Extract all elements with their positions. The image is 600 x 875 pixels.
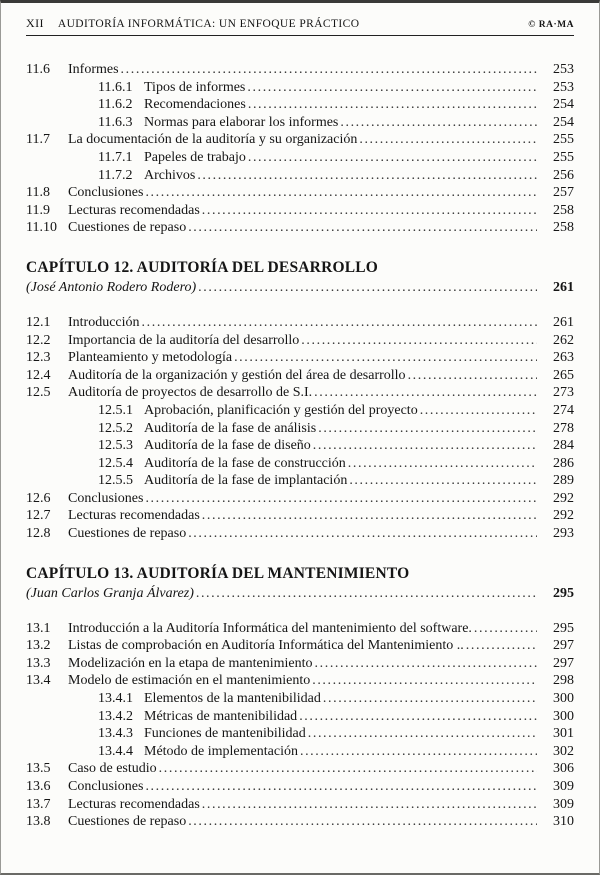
running-header <box>26 16 574 31</box>
toc-entry <box>26 167 574 185</box>
table-of-contents <box>26 61 574 831</box>
toc-entry-page: 295 <box>553 620 574 636</box>
toc-entry <box>26 507 574 525</box>
toc-entry-page: 297 <box>553 655 574 671</box>
toc-entry-title: Conclusiones <box>68 185 144 201</box>
dot-leader <box>159 760 537 778</box>
toc-entry-page: 292 <box>553 508 574 524</box>
toc-entry-number: 12.7 <box>26 508 51 524</box>
toc-entry <box>26 455 574 473</box>
chapter-block <box>26 257 574 297</box>
toc-entry-number: 13.1 <box>26 620 51 636</box>
toc-entry-page: 293 <box>553 526 574 542</box>
toc-entry-number: 11.7.1 <box>98 149 133 165</box>
toc-entry-page: 300 <box>553 691 574 707</box>
dot-leader <box>318 420 537 438</box>
toc-entry-page: 255 <box>553 132 574 148</box>
toc-entry-number: 11.7 <box>26 132 50 148</box>
chapter-author-row <box>26 584 574 603</box>
toc-entry-number: 12.4 <box>26 367 51 383</box>
toc-entry <box>26 219 574 237</box>
toc-entry <box>26 96 574 114</box>
toc-entry-title: Auditoría de la fase de diseño <box>144 438 311 454</box>
toc-entry-page: 253 <box>553 62 574 77</box>
toc-entry-title: Cuestiones de repaso <box>68 220 187 236</box>
toc-entry-number: 13.6 <box>26 779 51 794</box>
toc-entry-number: 13.4 <box>26 673 51 689</box>
toc-entry-number: 13.5 <box>26 761 51 777</box>
dot-leader <box>142 314 537 332</box>
toc-entry-page: 263 <box>553 350 574 366</box>
toc-entry-page: 265 <box>553 367 574 383</box>
toc-entry <box>26 61 574 79</box>
toc-entry <box>26 184 574 202</box>
dot-leader <box>198 278 537 297</box>
toc-entry <box>26 420 574 438</box>
toc-entry-page: 274 <box>553 402 574 418</box>
toc-entry-title: Modelización en la etapa de mantenimiento <box>68 655 313 671</box>
dot-leader <box>466 637 537 655</box>
toc-entry-number: 12.5.4 <box>98 455 133 471</box>
dot-leader <box>348 455 537 473</box>
toc-entry-title: Cuestiones de repaso <box>68 526 187 542</box>
toc-entry-page: 298 <box>553 673 574 689</box>
toc-entry <box>26 778 574 796</box>
dot-leader <box>197 167 537 185</box>
toc-entry <box>26 725 574 743</box>
dot-leader <box>121 61 537 79</box>
toc-entry-page: 292 <box>553 490 574 506</box>
toc-entry-title: Auditoría de la fase de implantación <box>144 473 348 489</box>
toc-entry <box>26 149 574 167</box>
toc-entry-title: Elementos de la mantenibilidad <box>144 691 321 707</box>
toc-entry <box>26 813 574 831</box>
toc-entry <box>26 796 574 814</box>
dot-leader <box>312 672 537 690</box>
header-rule <box>26 35 574 36</box>
dot-leader <box>188 525 537 543</box>
toc-entry-page: 301 <box>553 726 574 742</box>
toc-entry-number: 11.7.2 <box>98 167 133 183</box>
dot-leader <box>202 202 537 220</box>
toc-entry-page: 310 <box>553 814 574 830</box>
toc-entry <box>26 708 574 726</box>
dot-leader <box>188 813 537 831</box>
toc-entry-number: 13.4.2 <box>98 708 133 724</box>
chapter-heading: CAPÍTULO 13. AUDITORÍA DEL MANTENIMIENTO <box>26 564 410 582</box>
toc-entry-number: 12.6 <box>26 490 51 506</box>
toc-entry-page: 306 <box>553 761 574 777</box>
toc-entry-number: 13.4.1 <box>98 691 133 707</box>
toc-entry-page: 253 <box>553 79 574 95</box>
dot-leader <box>188 219 537 237</box>
toc-entry-number: 12.5.5 <box>98 473 133 489</box>
chapter-author: (José Antonio Rodero Rodero) <box>26 279 197 295</box>
toc-entry-page: 258 <box>553 220 574 236</box>
toc-entry-page: 309 <box>553 796 574 812</box>
toc-entry-title: Listas de comprobación en Auditoría Informática del Mantenimiento .. <box>68 638 464 654</box>
chapter-heading: CAPÍTULO 12. AUDITORÍA DEL DESARROLLO <box>26 258 379 276</box>
toc-entry-number: 11.6.3 <box>98 114 133 130</box>
toc-entry-number: 13.2 <box>26 638 51 654</box>
toc-entry <box>26 760 574 778</box>
chapter-author-row <box>26 278 574 297</box>
chapter-author: (Juan Carlos Granja Álvarez) <box>26 585 194 601</box>
toc-entry-page: 278 <box>553 420 574 436</box>
toc-entry-page: 289 <box>553 473 574 489</box>
toc-entry-title: Importancia de la auditoría del desarrollo <box>68 332 300 348</box>
toc-entry <box>26 490 574 508</box>
toc-entry <box>26 384 574 402</box>
toc-entry <box>26 114 574 132</box>
toc-entry-page: 254 <box>553 97 574 113</box>
toc-entry-title: Introducción <box>68 314 140 330</box>
chapter-block <box>26 563 574 603</box>
toc-entry-page: 297 <box>553 638 574 654</box>
dot-leader <box>248 96 537 114</box>
toc-entry-title: Introducción a la Auditoría Informática del mantenimiento del software. <box>68 620 472 636</box>
toc-entry-title: Normas para elaborar los informes <box>144 114 339 130</box>
toc-entry <box>26 620 574 638</box>
toc-entry-title: Lecturas recomendadas <box>68 796 200 812</box>
toc-entry-title: La documentación de la auditoría y su organización <box>68 132 358 148</box>
toc-entry-page: 273 <box>553 385 574 401</box>
toc-entry <box>26 472 574 490</box>
toc-entry-page: 254 <box>553 114 574 130</box>
toc-entry <box>26 743 574 761</box>
toc-entry-number: 11.6 <box>26 62 50 77</box>
toc-entry-number: 12.5.3 <box>98 438 133 454</box>
toc-entry-title: Planteamiento y metodología <box>68 350 233 366</box>
dot-leader <box>234 349 537 367</box>
toc-entry-title: Lecturas recomendadas <box>68 202 200 218</box>
toc-entry-title: Caso de estudio <box>68 761 157 777</box>
toc-entry-page: 286 <box>553 455 574 471</box>
toc-entry-title: Papeles de trabajo <box>144 149 246 165</box>
toc-entry-number: 12.5.2 <box>98 420 133 436</box>
toc-entry-number: 11.9 <box>26 202 50 218</box>
toc-entry-title: Funciones de mantenibilidad <box>144 726 306 742</box>
toc-entry-number: 12.5 <box>26 385 51 401</box>
dot-leader <box>248 149 537 167</box>
toc-entry-title: Auditoría de la fase de análisis <box>144 420 317 436</box>
toc-entry-number: 13.4.4 <box>98 743 133 759</box>
toc-entry-number: 12.5.1 <box>98 402 133 418</box>
dot-leader <box>247 79 537 97</box>
toc-entry-number: 11.6.1 <box>98 79 133 95</box>
toc-entry <box>26 367 574 385</box>
toc-entry <box>26 437 574 455</box>
toc-entry-title: Auditoría de la fase de construcción <box>144 455 346 471</box>
toc-entry-title: Método de implementación <box>144 743 298 759</box>
toc-entry <box>26 525 574 543</box>
dot-leader <box>145 490 537 508</box>
toc-entry <box>26 349 574 367</box>
toc-entry-number: 13.7 <box>26 796 51 812</box>
toc-entry <box>26 672 574 690</box>
toc-entry <box>26 131 574 149</box>
chapter-page: 261 <box>553 279 574 295</box>
toc-entry <box>26 402 574 420</box>
dot-leader <box>420 402 537 420</box>
toc-entry-title: Tipos de informes <box>144 79 246 95</box>
toc-entry-number: 11.8 <box>26 185 50 201</box>
toc-entry-number: 13.8 <box>26 814 51 830</box>
dot-leader <box>314 384 537 402</box>
toc-entry-title: Informes <box>68 62 119 77</box>
toc-entry-number: 12.8 <box>26 526 51 542</box>
toc-entry-page: 302 <box>553 743 574 759</box>
toc-entry-page: 256 <box>553 167 574 183</box>
dot-leader <box>340 114 537 132</box>
dot-leader <box>202 796 537 814</box>
toc-entry-number: 11.10 <box>26 220 57 236</box>
dot-leader <box>202 507 537 525</box>
dot-leader <box>349 472 537 490</box>
dot-leader <box>196 584 537 603</box>
toc-entry-number: 11.6.2 <box>98 97 133 113</box>
toc-entry-page: 309 <box>553 779 574 794</box>
toc-entry-page: 284 <box>553 438 574 454</box>
dot-leader <box>474 620 537 638</box>
dot-leader <box>408 367 537 385</box>
dot-leader <box>300 743 537 761</box>
toc-entry-title: Lecturas recomendadas <box>68 508 200 524</box>
toc-entry <box>26 690 574 708</box>
toc-entry-number: 12.2 <box>26 332 51 348</box>
toc-entry <box>26 332 574 350</box>
toc-entry-title: Auditoría de la organización y gestión del área de desarrollo <box>68 367 406 383</box>
toc-entry-title: Aprobación, planificación y gestión del proyecto <box>144 402 418 418</box>
toc-entry-page: 258 <box>553 202 574 218</box>
toc-entry <box>26 202 574 220</box>
toc-entry-title: Conclusiones <box>68 490 144 506</box>
toc-entry-title: Conclusiones <box>68 779 144 794</box>
toc-entry <box>26 637 574 655</box>
toc-entry <box>26 314 574 332</box>
toc-entry-page: 262 <box>553 332 574 348</box>
toc-entry-title: Auditoría de proyectos de desarrollo de S.I. <box>68 385 313 401</box>
toc-entry-page: 255 <box>553 149 574 165</box>
chapter-page: 295 <box>553 585 574 601</box>
toc-entry-page: 257 <box>553 185 574 201</box>
toc-entry-number: 12.1 <box>26 314 51 330</box>
toc-entry-title: Métricas de mantenibilidad <box>144 708 298 724</box>
dot-leader <box>308 725 537 743</box>
toc-entry <box>26 655 574 673</box>
dot-leader <box>299 708 537 726</box>
dot-leader <box>313 437 537 455</box>
header-page-number: XII <box>26 16 44 30</box>
dot-leader <box>301 332 537 350</box>
dot-leader <box>323 690 537 708</box>
dot-leader <box>315 655 537 673</box>
dot-leader <box>145 778 537 796</box>
toc-entry-number: 13.3 <box>26 655 51 671</box>
header-publisher-mark: © RA·MA <box>528 20 574 30</box>
toc-entry-title: Cuestiones de repaso <box>68 814 187 830</box>
toc-entry-number: 12.3 <box>26 350 51 366</box>
toc-entry-title: Archivos <box>144 167 196 183</box>
toc-entry-page: 261 <box>553 314 574 330</box>
dot-leader <box>145 184 537 202</box>
header-book-title: AUDITORÍA INFORMÁTICA: UN ENFOQUE PRÁCTICO <box>57 18 360 30</box>
toc-entry-title: Modelo de estimación en el mantenimiento <box>68 673 311 689</box>
toc-entry <box>26 79 574 97</box>
toc-entry-page: 300 <box>553 708 574 724</box>
toc-entry-number: 13.4.3 <box>98 726 133 742</box>
dot-leader <box>359 131 537 149</box>
toc-entry-title: Recomendaciones <box>144 97 246 113</box>
